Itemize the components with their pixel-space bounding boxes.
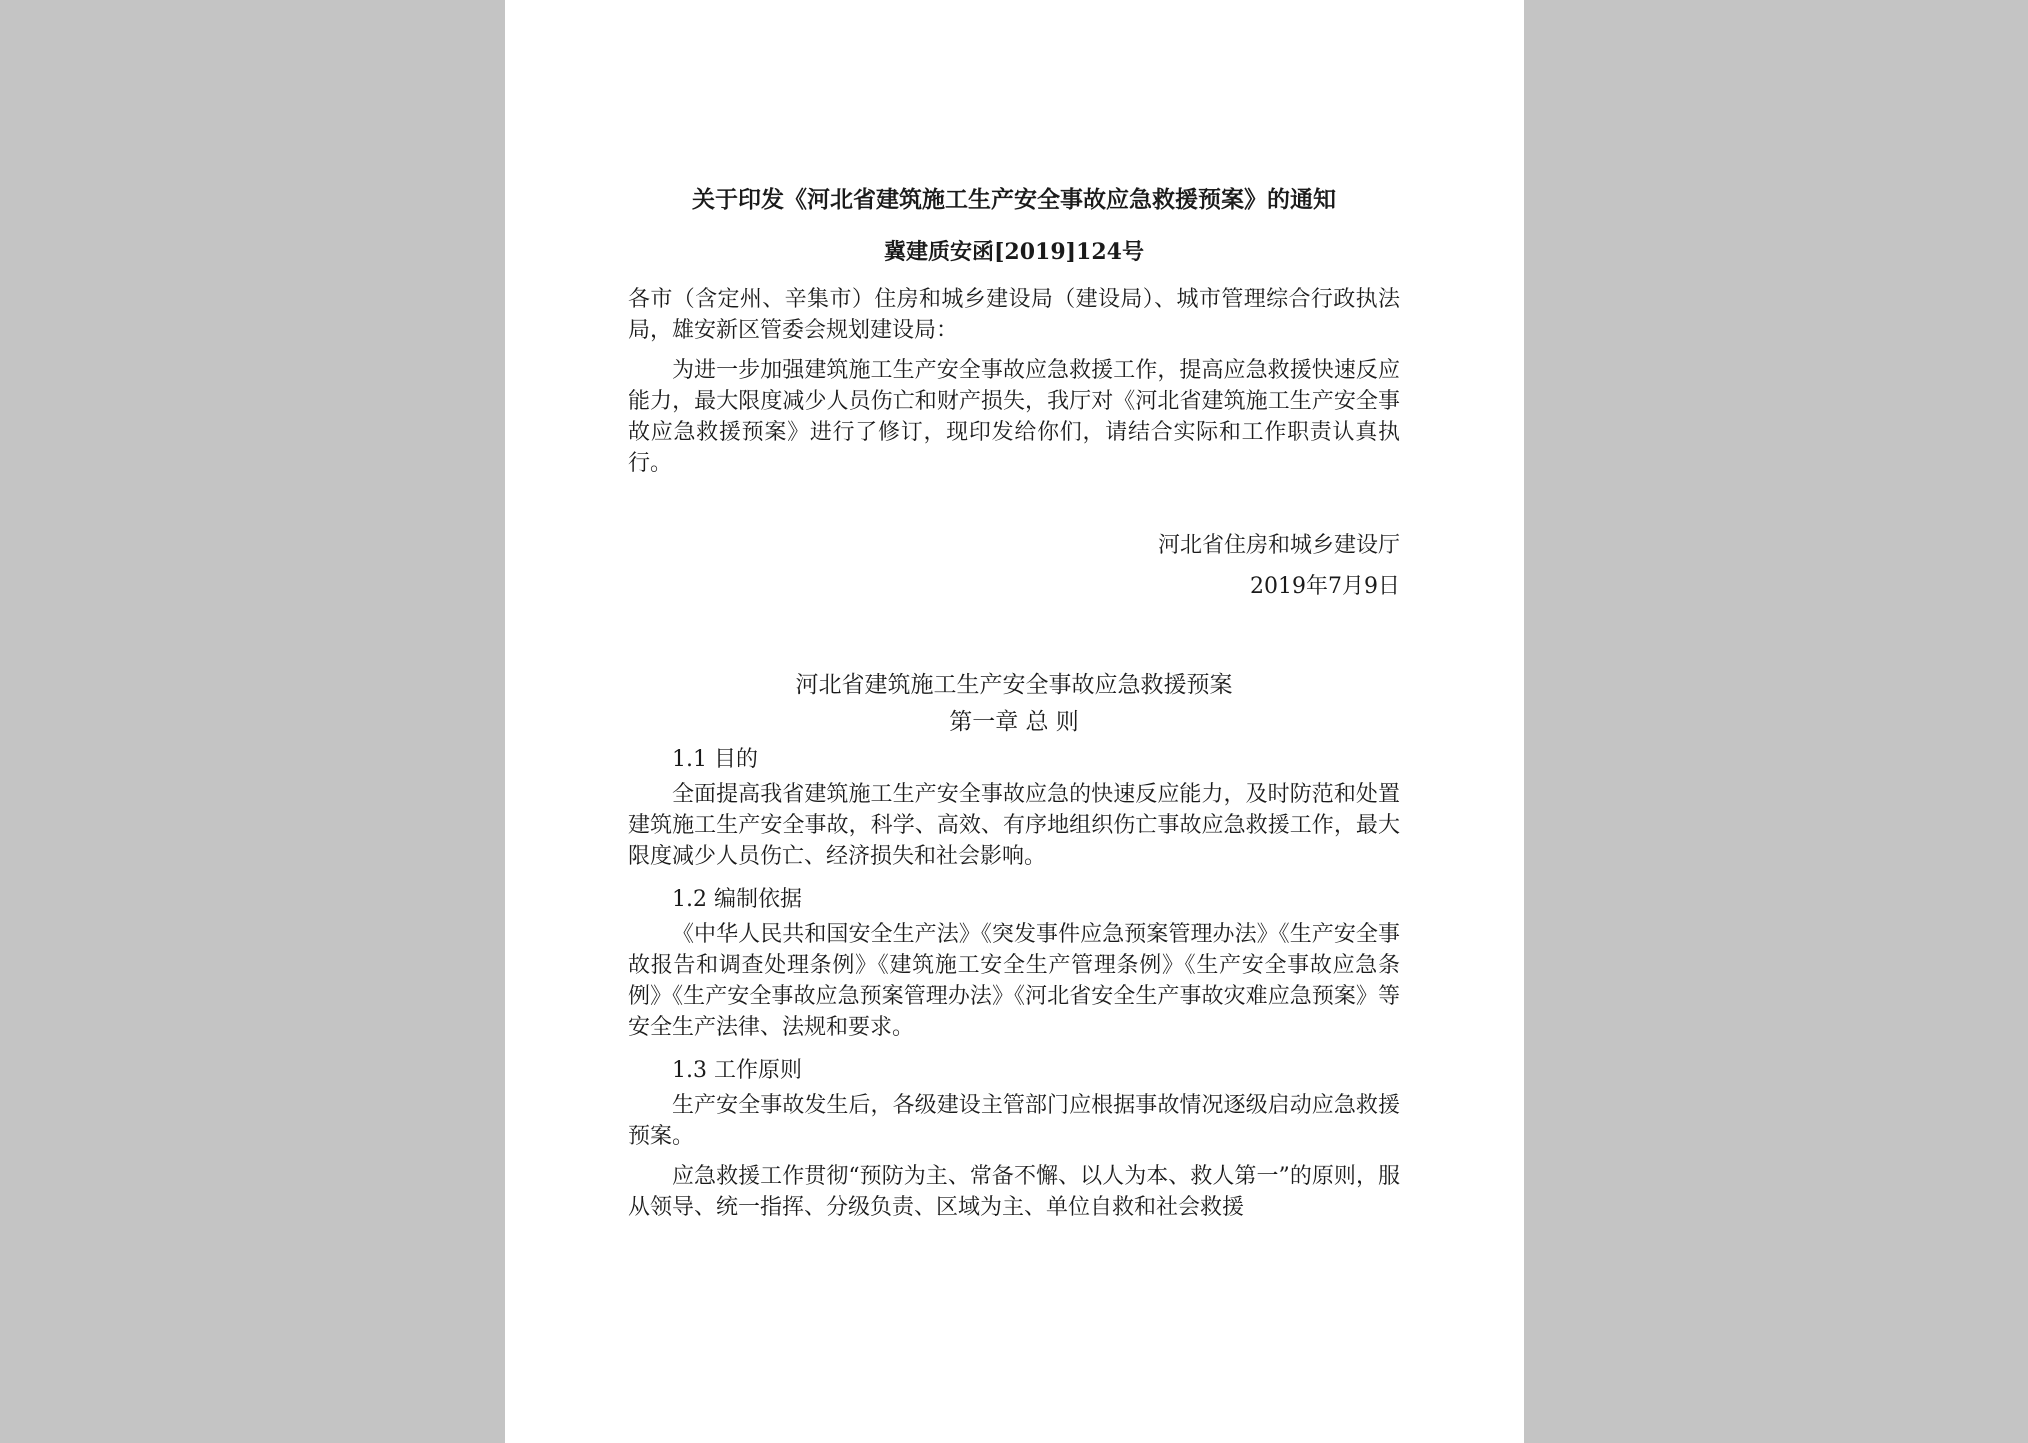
plan-title: 河北省建筑施工生产安全事故应急救援预案 (795, 672, 1233, 698)
chapter-title: 第一章 总 则 (949, 709, 1079, 735)
section-title: 1.2 编制依据 (672, 887, 802, 912)
document-page (505, 0, 1524, 1443)
plan-section (628, 667, 1400, 1223)
document-number: 冀建质安函[2019]124号 (884, 239, 1144, 265)
signature-block (628, 525, 1400, 607)
issue-date: 2019年7月9日 (1250, 574, 1400, 599)
section-paragraph: 《中华人民共和国安全生产法》《突发事件应急预案管理办法》《生产安全事故报告和调查处理条例》《建筑施工安全生产管理条例》《生产安全事故应急条例》《生产安全事故应急预案管理办法》《河北省安全生产事故灾难应急预案》等安全生产法律、法规和要求。 (628, 922, 1400, 1040)
section-title: 1.1 目的 (672, 747, 758, 772)
section-paragraph: 全面提高我省建筑施工生产安全事故应急的快速反应能力，及时防范和处置建筑施工生产安全事故，科学、高效、有序地组织伤亡事故应急救援工作，最大限度减少人员伤亡、经济损失和社会影响。 (628, 782, 1400, 869)
notice-title: 关于印发《河北省建筑施工生产安全事故应急救援预案》的通知 (692, 186, 1336, 213)
issuer-name: 河北省住房和城乡建设厅 (1157, 533, 1400, 558)
page-content (628, 176, 1400, 1232)
section-paragraph: 应急救援工作贯彻“预防为主、常备不懈、以人为本、救人第一”的原则，服从领导、统一指挥、分级负责、区域为主、单位自救和社会救援 (628, 1164, 1400, 1220)
notice-body-paragraph: 为进一步加强建筑施工生产安全事故应急救援工作，提高应急救援快速反应能力，最大限度减少人员伤亡和财产损失，我厅对《河北省建筑施工生产安全事故应急救援预案》进行了修订，现印发给你们，请结合实际和工作职责认真执行。 (628, 358, 1400, 476)
addressee-paragraph: 各市（含定州、辛集市）住房和城乡建设局（建设局）、城市管理综合行政执法局，雄安新区管委会规划建设局： (628, 287, 1400, 343)
section-title: 1.3 工作原则 (672, 1058, 802, 1083)
section-paragraph: 生产安全事故发生后，各级建设主管部门应根据事故情况逐级启动应急救援预案。 (628, 1093, 1400, 1149)
